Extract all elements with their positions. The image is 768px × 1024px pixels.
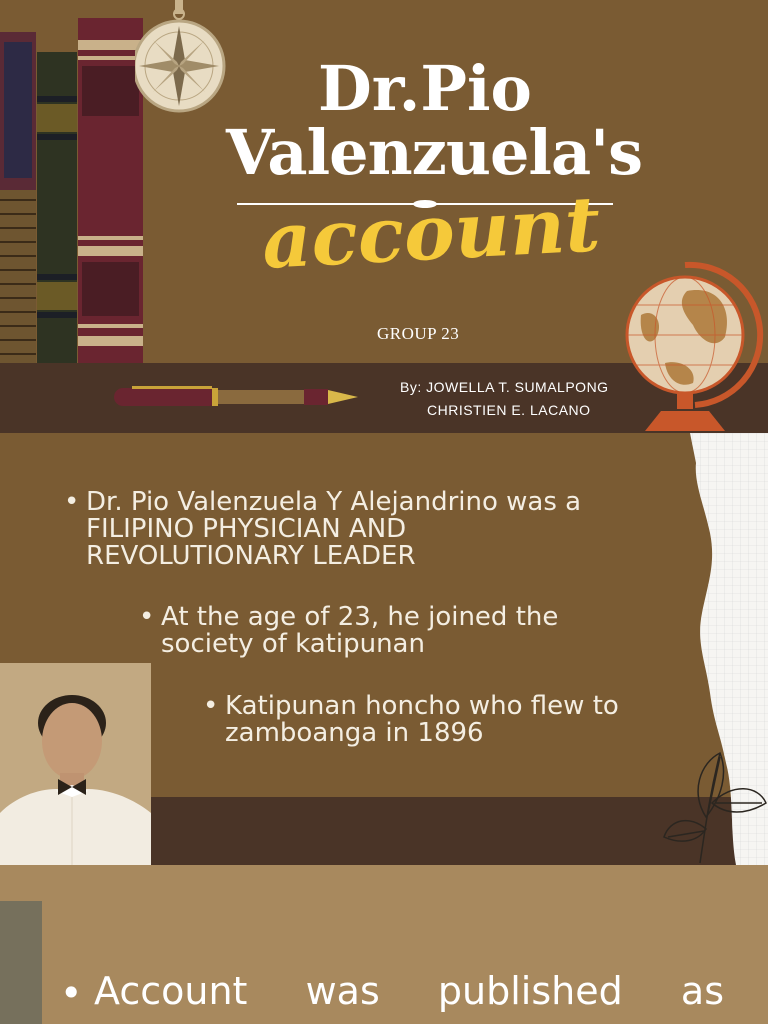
bullet-1-line-2: FILIPINO PHYSICIAN AND	[86, 514, 407, 544]
leaves-decoration	[660, 733, 768, 865]
bullet-dot: •	[64, 487, 80, 517]
bullet-dot: •	[203, 691, 219, 721]
bullet-dot: •	[60, 971, 83, 1015]
title-script-word: account	[259, 179, 603, 286]
account-slide	[0, 865, 768, 1024]
compass-icon	[135, 0, 230, 130]
bullet-2-line-2: society of katipunan	[161, 629, 425, 659]
title-slide	[0, 0, 768, 433]
bullet-2-line-1: At the age of 23, he joined the	[161, 602, 559, 632]
byline-line-1: By: JOWELLA T. SUMALPONG	[400, 379, 609, 395]
bullet-1-line-3: REVOLUTIONARY LEADER	[86, 541, 416, 571]
bullet-3	[203, 691, 675, 748]
account-bullet-text	[94, 969, 724, 1013]
group-label: GROUP 23	[377, 324, 460, 343]
word: Account	[94, 969, 248, 1013]
bullet-3-line-1: Katipunan honcho who flew to	[225, 691, 619, 721]
bullet-1	[64, 487, 676, 571]
word: published	[437, 969, 623, 1013]
bullet-dot: •	[139, 602, 155, 632]
title-line-1: Dr.Pio	[318, 52, 532, 125]
portrait-photo	[0, 663, 151, 865]
globe-icon	[625, 255, 765, 433]
content-slide	[0, 433, 768, 865]
pen-icon	[112, 384, 367, 410]
title-line-2: Valenzuela's	[226, 116, 643, 189]
bullet-1-line-1: Dr. Pio Valenzuela Y Alejandrino was a	[86, 487, 582, 517]
side-accent-bar	[0, 901, 42, 1024]
bullet-3-line-2: zamboanga in 1896	[225, 718, 484, 748]
word: as	[680, 969, 724, 1013]
word: was	[305, 969, 380, 1013]
bullet-2	[139, 602, 661, 659]
books-illustration	[0, 0, 150, 363]
byline-line-2: CHRISTIEN E. LACANO	[427, 402, 591, 418]
